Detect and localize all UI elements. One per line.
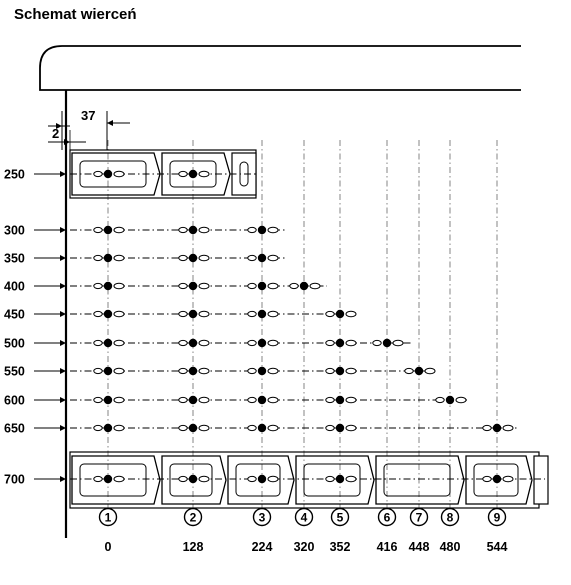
row-label: 250 bbox=[4, 167, 25, 182]
column-number: 9 bbox=[493, 510, 501, 525]
row-label: 500 bbox=[4, 336, 25, 351]
column-value: 128 bbox=[182, 540, 204, 554]
top-rail bbox=[70, 150, 256, 198]
row-label: 700 bbox=[4, 472, 25, 487]
row-label: 300 bbox=[4, 223, 25, 238]
bottom-rail bbox=[70, 452, 548, 508]
page-title: Schemat wierceń bbox=[14, 6, 137, 23]
cabinet-top-outline bbox=[40, 46, 521, 90]
row-label: 400 bbox=[4, 279, 25, 294]
column-number: 2 bbox=[189, 510, 197, 525]
drill-row bbox=[70, 339, 412, 347]
column-number: 1 bbox=[104, 510, 112, 525]
dimension-offset-label: 2 bbox=[52, 126, 60, 141]
drill-row bbox=[70, 310, 356, 318]
drill-row bbox=[70, 282, 327, 290]
drill-row bbox=[70, 396, 467, 404]
column-number: 3 bbox=[258, 510, 266, 525]
drill-row bbox=[70, 424, 519, 432]
column-number: 4 bbox=[300, 510, 308, 525]
column-number: 5 bbox=[336, 510, 344, 525]
rail-layer bbox=[70, 150, 548, 508]
column-number: 6 bbox=[383, 510, 391, 525]
row-label: 450 bbox=[4, 307, 25, 322]
column-number: 7 bbox=[415, 510, 423, 525]
column-value: 224 bbox=[251, 540, 273, 554]
column-value: 416 bbox=[376, 540, 398, 554]
column-value: 448 bbox=[408, 540, 430, 554]
row-label: 650 bbox=[4, 421, 25, 436]
column-value: 544 bbox=[486, 540, 508, 554]
drill-row bbox=[70, 226, 285, 234]
row-label: 600 bbox=[4, 393, 25, 408]
dimension-spacing-label: 37 bbox=[81, 108, 96, 123]
column-value: 320 bbox=[293, 540, 315, 554]
column-number: 8 bbox=[446, 510, 454, 525]
row-label: 350 bbox=[4, 251, 25, 266]
column-value: 480 bbox=[439, 540, 461, 554]
column-value: 0 bbox=[104, 540, 112, 554]
column-value: 352 bbox=[329, 540, 351, 554]
drill-row bbox=[70, 367, 435, 375]
row-layer bbox=[4, 168, 519, 487]
row-label: 550 bbox=[4, 364, 25, 379]
drill-row bbox=[70, 254, 285, 262]
